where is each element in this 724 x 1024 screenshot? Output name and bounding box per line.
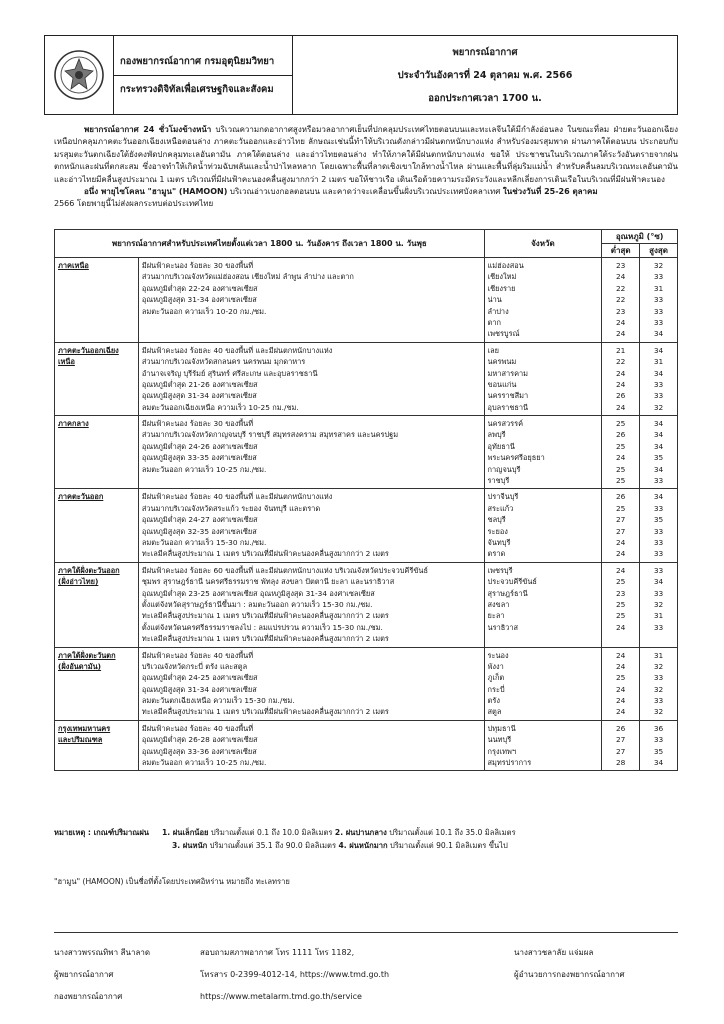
document-header [44,35,678,115]
max-temp-value: 35 [653,453,664,463]
max-temp-value: 34 [653,419,664,429]
province-name: เลย [487,345,499,355]
organization-block [113,36,293,114]
forecaster-signature [54,942,150,1008]
region-description [138,416,484,489]
max-temp-value: 33 [653,565,664,575]
region-name-line: และปริมณฑล [58,735,103,745]
province-name: ปทุมธานี [487,723,516,733]
min-temp-value: 22 [615,357,626,367]
region-description [138,562,484,647]
province-name: ยะลา [487,611,505,621]
province-name: เพชรบุรี [487,565,513,575]
province-name: นนทบุรี [487,735,512,745]
description-line: ส่วนมากบริเวณจังหวัดสกลนคร นครพนม มุกดาหาร [141,357,306,367]
min-temp-value: 25 [615,476,626,486]
min-temp-value: 24 [615,622,626,632]
max-temp-value: 33 [653,391,664,401]
province-name: นครสวรรค์ [487,419,524,429]
max-temp-list [640,489,678,562]
title-block [293,36,677,114]
description-line: ส่วนมากบริเวณจังหวัดแม่ฮ่องสอน เชียงใหม่ ลำพูน ลำปาง และตาก [141,272,354,282]
province-list [484,258,602,343]
org-ministry: กระทรวงดิจิทัลเพื่อเศรษฐกิจและสังคม [114,75,292,102]
min-temp-value: 26 [615,723,626,733]
min-temp-list [602,258,640,343]
min-temp-value: 25 [615,419,626,429]
min-temp-value: 25 [615,577,626,587]
min-temp-value: 25 [615,464,626,474]
description-line: ส่วนมากบริเวณจังหวัดกาญจนบุรี ราชบุรี สมุทรสงคราม สมุทรสาคร และนครปฐม [141,430,399,440]
province-name: น่าน [487,295,502,305]
min-temp-value: 26 [615,391,626,401]
min-temp-value: 24 [615,329,626,339]
director-position: ผู้อำนวยการกองพยากรณ์อากาศ [514,970,625,979]
province-name: ตราด [487,549,506,559]
region-name-line: ภาคใต้ฝั่งตะวันออก [58,565,120,575]
min-temp-value: 26 [615,492,626,502]
description-line: มีฝนฟ้าคะนอง ร้อยละ 40 ของพื้นที่ [141,650,254,660]
seal-emblem-icon [53,49,105,101]
province-name: ชลบุรี [487,515,506,525]
province-name: เชียงราย [487,283,516,293]
region-row [55,489,678,562]
max-temp-value: 33 [653,696,664,706]
max-temp-value: 32 [653,599,664,609]
max-temp-value: 33 [653,537,664,547]
max-temp-list [640,258,678,343]
min-temp-value: 24 [615,317,626,327]
cyclone-paragraph [54,186,678,198]
description-line: ลมตะวันออก ความเร็ว 10-20 กม./ชม. [141,306,267,316]
max-temp-value: 31 [653,611,664,621]
region-name [55,720,139,771]
forecast-column-header: พยากรณ์อากาศสำหรับประเทศไทยตั้งแต่เวลา 1800 น. วันอังคาร ถึงเวลา 1800 น. วันพุธ [55,230,485,258]
max-temp-value: 33 [653,306,664,316]
description-line: ลมตะวันตกเฉียงเหนือ ความเร็ว 15-30 กม./ชม. [141,696,295,706]
min-temp-value: 24 [615,402,626,412]
min-temp-value: 25 [615,611,626,621]
max-temp-header: สูงสุด [640,244,678,258]
min-temp-value: 24 [615,549,626,559]
description-line: มีฝนฟ้าคะนอง ร้อยละ 40 ของพื้นที่ และมีฝนตกหนักบางแห่ง [141,345,333,355]
description-line: อำนาจเจริญ บุรีรัมย์ สุรินทร์ ศรีสะเกษ และอุบลราชธานี [141,368,318,378]
region-row [55,647,678,720]
max-temp-list [640,342,678,415]
max-temp-value: 34 [653,329,664,339]
description-line: ทะเลมีคลื่นสูงประมาณ 1 เมตร บริเวณที่มีฝนฟ้าคะนองคลื่นสูงมากกว่า 2 เมตร [141,549,389,559]
region-name [55,489,139,562]
province-name: ตาก [487,317,501,327]
max-temp-value: 33 [653,295,664,305]
min-temp-value: 24 [615,696,626,706]
region-row [55,562,678,647]
province-name: สตูล [487,707,502,717]
min-temp-value: 21 [615,345,626,355]
province-name: ลพบุรี [487,430,506,440]
max-temp-value: 34 [653,464,664,474]
min-temp-value: 24 [615,684,626,694]
region-name-line: (ฝั่งอันดามัน) [58,661,102,671]
max-temp-list [640,562,678,647]
description-line: ลมตะวันออก ความเร็ว 10-25 กม./ชม. [141,464,267,474]
max-temp-value: 34 [653,758,664,768]
min-temp-value: 27 [615,515,626,525]
province-list [484,489,602,562]
region-name-line: ภาคใต้ฝั่งตะวันตก [58,650,116,660]
max-temp-value: 34 [653,441,664,451]
min-temp-value: 22 [615,283,626,293]
min-temp-value: 25 [615,441,626,451]
province-name: อุบลราชธานี [487,402,529,412]
max-temp-value: 33 [653,673,664,683]
min-temp-value: 27 [615,526,626,536]
province-name: สงขลา [487,599,510,609]
province-name: นครพนม [487,357,517,367]
region-description [138,647,484,720]
region-row [55,416,678,489]
max-temp-value: 34 [653,368,664,378]
province-name: ขอนแก่น [487,379,517,389]
min-temp-value: 24 [615,379,626,389]
min-temp-value: 22 [615,295,626,305]
min-temp-value: 25 [615,599,626,609]
min-temp-value: 25 [615,503,626,513]
max-temp-value: 33 [653,379,664,389]
province-name: แม่ฮ่องสอน [487,261,524,270]
description-line: อุณหภูมิสูงสุด 31-34 องศาเซลเซียส [141,684,257,694]
max-temp-value: 34 [653,430,664,440]
description-line: อุณหภูมิต่ำสุด 26-28 องศาเซลเซียส [141,735,258,745]
region-name [55,342,139,415]
description-line: อุณหภูมิต่ำสุด 24-27 องศาเซลเซียส [141,515,258,525]
description-line: ทะเลมีคลื่นสูงประมาณ 1 เมตร บริเวณที่มีฝนฟ้าคะนองคลื่นสูงมากกว่า 2 เมตร [141,707,389,717]
description-line: ตั้งแต่จังหวัดสุราษฎร์ธานีขึ้นมา : ลมตะวันออก ความเร็ว 15-30 กม./ชม. [141,599,373,609]
max-temp-list [640,720,678,771]
description-line: ลมตะวันออก ความเร็ว 15-30 กม./ชม. [141,537,267,547]
contact-info [200,942,389,1008]
province-name: ระนอง [487,650,509,660]
min-temp-value: 24 [615,272,626,282]
region-name [55,258,139,343]
max-temp-value: 32 [653,402,664,412]
max-temp-value: 35 [653,515,664,525]
region-name-line: ภาคตะวันออกเฉียงเหนือ [58,345,119,367]
cyclone-line-2: 2566 โดยพายุนี้ไม่ส่งผลกระทบต่อประเทศไทย [54,199,214,209]
description-line: มีฝนฟ้าคะนอง ร้อยละ 40 ของพื้นที่ และมีฝนตกหนักบางแห่ง [141,492,333,502]
province-list [484,562,602,647]
province-name: นราธิวาส [487,622,519,632]
region-description [138,342,484,415]
description-line: อุณหภูมิต่ำสุด 23-25 องศาเซลเซียส อุณหภูมิสูงสุด 31-34 องศาเซลเซียส [141,588,375,598]
min-temp-value: 23 [615,588,626,598]
province-name: ปราจีนบุรี [487,492,519,502]
forecast-table-body [55,258,678,771]
max-temp-value: 34 [653,345,664,355]
description-line: ทะเลมีคลื่นสูงประมาณ 1 เมตร บริเวณที่มีฝนฟ้าคะนองคลื่นสูงมากกว่า 2 เมตร [141,611,389,621]
max-temp-value: 34 [653,492,664,502]
province-name: สุราษฎร์ธานี [487,588,528,598]
max-temp-value: 33 [653,735,664,745]
max-temp-value: 33 [653,526,664,536]
province-name: จันทบุรี [487,537,511,547]
max-temp-value: 31 [653,650,664,660]
province-name: สระแก้ว [487,503,514,513]
max-temp-value: 34 [653,577,664,587]
max-temp-value: 31 [653,283,664,293]
max-temp-list [640,647,678,720]
summary-line-1: บริเวณความกดอากาศสูงหรือมวลอากาศเย็นที่ปกคลุมประเทศไทยตอนบนและทะเลจีนใต้มีกำลังอ่อนลง ในขณะที่ลม [215,125,610,134]
contact-service-link[interactable]: https://www.metalarm.tmd.go.th/service [200,992,362,1001]
description-line: อุณหภูมิต่ำสุด 22-24 องศาเซลเซียส [141,283,258,293]
region-name [55,416,139,489]
forecast-table [54,229,678,771]
forecaster-name: นางสาวพรรณทิพา สีนาลาด [54,948,151,957]
summary-line-4: ประชาชนในบริเวณภาคใต้ระวังอันตรายจากฝนตกหนักและฝนที่ตกสะสม ซึ่งอาจทำให้เกิดน้ำท่วมฉับพลันและน้ำป่าไหลหลาก โดยเฉพาะพื้นที่ลาดเชิงเขาใกล้ทางน้ำไหล [54,149,678,172]
region-description [138,258,484,343]
description-line: ชุมพร สุราษฎร์ธานี นครศรีธรรมราช พัทลุง สงขลา ปัตตานี ยะลา และนราธิวาส [141,577,395,587]
min-temp-list [602,647,640,720]
cyclone-text: บริเวณอ่าวเบงกอลตอนบน และคาดว่าจะเคลื่อนขึ้นฝั่งบริเวณประเทศบังคลาเทศ [227,187,503,197]
forecaster-division: กองพยากรณ์อากาศ [54,992,123,1001]
cyclone-name: อนึ่ง พายุไซโคลน "ฮามูน" (HAMOON) [84,187,228,197]
province-name: ลำปาง [487,306,509,316]
province-name: สมุทรปราการ [487,758,532,768]
max-temp-value: 32 [653,261,664,270]
description-line: ลมตะวันออกเฉียงเหนือ ความเร็ว 10-25 กม./ชม. [141,402,299,412]
province-list [484,647,602,720]
province-name: นครราชสีมา [487,391,529,401]
cyclone-dates: ในช่วงวันที่ 25-26 ตุลาคม [502,187,598,197]
min-temp-value: 24 [615,707,626,717]
rain-criteria-note [54,826,678,852]
province-list [484,720,602,771]
max-temp-value: 36 [653,723,664,733]
description-line: อุณหภูมิต่ำสุด 24-26 องศาเซลเซียส [141,441,258,451]
region-name-line: ภาคตะวันออก [58,492,104,502]
max-temp-value: 32 [653,707,664,717]
min-temp-value: 27 [615,746,626,756]
region-name-line: (ฝั่งอ่าวไทย) [58,577,99,587]
description-line: ส่วนมากบริเวณจังหวัดสระแก้ว ระยอง จันทบุรี และตราด [141,503,321,513]
contact-phone: สอบถามสภาพอากาศ โทร 1111 โทร 1182, [200,948,355,957]
max-temp-value: 33 [653,476,664,486]
region-name [55,562,139,647]
min-temp-list [602,720,640,771]
min-temp-value: 23 [615,306,626,316]
summary-paragraph [54,124,678,186]
min-temp-value: 24 [615,661,626,671]
description-line: อุณหภูมิสูงสุด 33-36 องศาเซลเซียส [141,746,257,756]
footer-divider [54,932,678,933]
min-temp-value: 23 [615,261,626,270]
region-name-line: ภาคกลาง [58,419,89,429]
description-line: มีฝนฟ้าคะนอง ร้อยละ 60 ของพื้นที่ และมีฝนตกหนักบางแห่ง บริเวณจังหวัดประจวบคีรีขันธ์ [141,565,428,575]
min-temp-value: 24 [615,453,626,463]
region-description [138,720,484,771]
min-temp-list [602,562,640,647]
province-name: มหาสารคาม [487,368,529,378]
description-line: ทะเลมีคลื่นสูงประมาณ 1 เมตร บริเวณที่มีฝนฟ้าคะนองคลื่นสูงมากกว่า 2 เมตร [141,634,389,644]
region-name-line: กรุงเทพมหานคร [58,723,111,733]
province-name: ตรัง [487,696,500,706]
director-name: นางสาวชลาลัย แจ่มผล [514,948,594,957]
description-line: มีฝนฟ้าคะนอง ร้อยละ 30 ของพื้นที่ [141,261,254,270]
min-temp-header: ต่ำสุด [602,244,640,258]
province-name: ราชบุรี [487,476,510,486]
region-row [55,258,678,343]
region-row [55,342,678,415]
max-temp-value: 31 [653,357,664,367]
doc-date: ประจำวันอังคารที่ 24 ตุลาคม พ.ศ. 2566 [397,69,573,81]
province-name: ระยอง [487,526,508,536]
province-name: เพชรบูรณ์ [487,329,520,339]
description-line: มีฝนฟ้าคะนอง ร้อยละ 30 ของพื้นที่ [141,419,254,429]
province-column-header: จังหวัด [484,230,602,258]
region-name-line: ภาคเหนือ [58,261,89,270]
summary-line-5: ผ่านและพื้นที่ลุ่มริมแม่น้ำ สำหรับคลื่นลมบริเวณทะเลอันดามันและอ่าวไทยมีคลื่นสูงประมาณ 1 เมตร บริเวณที่มีฝนฟ้าคะนองคลื่นสูงมากกว่า 2 เมตร ขอให้ชาวเรือ [54,162,678,184]
description-line: อุณหภูมิสูงสุด 31-34 องศาเซลเซียส [141,295,257,305]
min-temp-value: 24 [615,368,626,378]
description-line: บริเวณจังหวัดกระบี่ ตรัง และสตูล [141,661,248,671]
summary-heading: พยากรณ์อากาศ 24 ชั่วโมงข้างหน้า [84,125,212,134]
max-temp-value: 32 [653,684,664,694]
description-line: อุณหภูมิต่ำสุด 21-26 องศาเซลเซียส [141,379,258,389]
region-description [138,489,484,562]
province-name: กรุงเทพฯ [487,746,517,756]
province-name: กระบี่ [487,684,505,694]
description-line: อุณหภูมิสูงสุด 31-34 องศาเซลเซียส [141,391,257,401]
director-signature [514,942,625,986]
description-line: อุณหภูมิสูงสุด 32-35 องศาเซลเซียส [141,526,257,536]
max-temp-value: 33 [653,503,664,513]
forecaster-position: ผู้พยากรณ์อากาศ [54,970,114,979]
forecast-summary [54,124,678,211]
description-line: อุณหภูมิต่ำสุด 24-25 องศาเซลเซียส [141,673,258,683]
max-temp-value: 33 [653,622,664,632]
min-temp-value: 28 [615,758,626,768]
hamoon-name-note: "ฮามูน" (HAMOON) เป็นชื่อที่ตั้งโดยประเทศอิหร่าน หมายถึง ทะเลทราย [54,877,290,886]
description-line: ตั้งแต่จังหวัดนครศรีธรรมราชลงไป : ลมแปรปรวน ความเร็ว 15-30 กม./ชม. [141,622,383,632]
min-temp-value: 24 [615,565,626,575]
max-temp-value: 33 [653,549,664,559]
min-temp-value: 27 [615,735,626,745]
province-name: พังงา [487,661,504,671]
min-temp-list [602,416,640,489]
min-temp-value: 24 [615,537,626,547]
note-row-2: 3. ฝนหนัก ปริมาณตั้งแต่ 35.1 ถึง 90.0 มิลลิเมตร 4. ฝนหนักมาก ปริมาณตั้งแต่ 90.1 มิลลิเมตร ขึ้นไป [172,841,508,850]
max-temp-value: 35 [653,746,664,756]
province-name: พระนครศรีอยุธยา [487,453,545,463]
description-line: ลมตะวันออก ความเร็ว 10-25 กม./ชม. [141,758,267,768]
region-row [55,720,678,771]
tmd-seal-logo [45,36,113,114]
doc-issued-time: ออกประกาศเวลา 1700 น. [428,92,542,104]
max-temp-value: 33 [653,588,664,598]
min-temp-value: 26 [615,430,626,440]
province-name: ประจวบคีรีขันธ์ [487,577,537,587]
doc-title: พยากรณ์อากาศ [452,46,518,58]
note-row-1: 1. ฝนเล็กน้อย ปริมาณตั้งแต่ 0.1 ถึง 10.0 มิลลิเมตร 2. ฝนปานกลาง ปริมาณตั้งแต่ 10.1 ถึง 35.0 มิลลิเมตร [162,828,516,837]
max-temp-value: 33 [653,317,664,327]
province-name: เชียงใหม่ [487,272,517,282]
summary-line-3: ผ่านภาคใต้ตอนบน ประกอบกับมรสุมตะวันตกเฉียงใต้ยังคงพัดปกคลุมทะเลอันดามัน ภาคใต้ตอนล่าง และอ่าวไทยตอนล่าง ทำให้ภาคใต้มีฝนตกหนักบางแห่ง ขอให้ [54,137,679,159]
summary-line-6: เดินเรือด้วยความระมัดระวังและหลีกเลี่ยงการเดินเรือในบริเวณที่มีฝนฟ้าคะนอง [397,174,665,184]
contact-fax-website[interactable]: โทรสาร 0-2399-4012-14, https://www.tmd.go.th [200,970,390,979]
province-list [484,342,602,415]
min-temp-list [602,489,640,562]
note-label: หมายเหตุ : เกณฑ์ปริมาณฝน [54,828,149,837]
max-temp-value: 32 [653,661,664,671]
min-temp-value: 24 [615,650,626,660]
summary-line-2: ฝ่ายตะวันออกเฉียงเหนือปกคลุมภาคตะวันออกเฉียงเหนือตอนล่าง ภาคตะวันออกและอ่าวไทย ลักษณะเช่นนี้ทำให้บริเวณดังกล่าวมีฝนตกหนักบางแห่ง สำหรับร่องมรสุมพาด [54,125,679,147]
temperature-column-header: อุณหภูมิ (°ซ) [602,230,678,244]
org-department: กองพยากรณ์อากาศ กรมอุตุนิยมวิทยา [120,56,275,67]
province-list [484,416,602,489]
province-name: ภูเก็ต [487,673,505,683]
province-name: อุทัยธานี [487,441,515,451]
description-line: อุณหภูมิสูงสุด 33-35 องศาเซลเซียส [141,453,257,463]
min-temp-value: 25 [615,673,626,683]
province-name: กาญจนบุรี [487,464,521,474]
max-temp-value: 33 [653,272,664,282]
description-line: มีฝนฟ้าคะนอง ร้อยละ 40 ของพื้นที่ [141,723,254,733]
region-name [55,647,139,720]
min-temp-list [602,342,640,415]
max-temp-list [640,416,678,489]
